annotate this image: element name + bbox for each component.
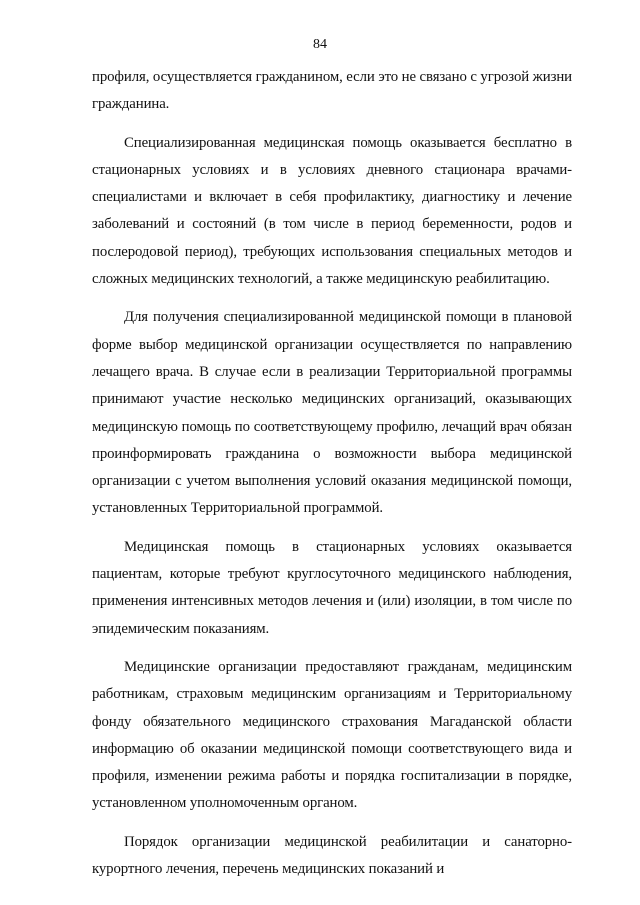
paragraph-planned-care: Для получения специализированной медицинской помощи в плановой форме выбор медицинской организации осуществляется по направлению лечащего врача. В случае если в реализации Территориальной программы принимают участие несколько медицинских организаций, оказывающих медицинскую помощь по соответствующему профилю, лечащий врач обязан проинформировать гражданина о возможности выбора медицинской организации с учетом выполнения условий оказания медицинской помощи, установленных Территориальной программой.: [92, 309, 572, 517]
page-number: 84: [313, 37, 327, 52]
paragraph-inpatient-care: Медицинская помощь в стационарных условиях оказывается пациентам, которые требуют круглосуточного медицинского наблюдения, применения интенсивных методов лечения и (или) изоляции, в том числе по эпидемическим показаниям.: [92, 538, 572, 637]
paragraph-rehabilitation: Порядок организации медицинской реабилитации и санаторно-курортного лечения, перечень медицинских показаний и: [92, 833, 572, 878]
paragraph-continued: профиля, осуществляется гражданином, если это не связано с угрозой жизни гражданина.: [92, 69, 572, 113]
paragraph-specialized-care: Специализированная медицинская помощь оказывается бесплатно в стационарных условиях и в условиях дневного стационара врачами-специалистами и включает в себя профилактику, диагностику и лечение заболеваний и состояний (в том числе в период беременности, родов и послеродовой период), требующих использования специальных методов и сложных медицинских технологий, а также медицинскую реабилитацию.: [92, 134, 572, 288]
document-body: [92, 64, 572, 883]
paragraph-organizations-info: Медицинские организации предоставляют гражданам, медицинским работникам, страховым медицинским организациям и Территориальному фонду обязательного медицинского страхования Магаданской области информацию об оказании медицинской помощи соответствующего вида и профиля, изменении режима работы и порядка госпитализации в порядке, установленном уполномоченным органом.: [92, 658, 572, 812]
